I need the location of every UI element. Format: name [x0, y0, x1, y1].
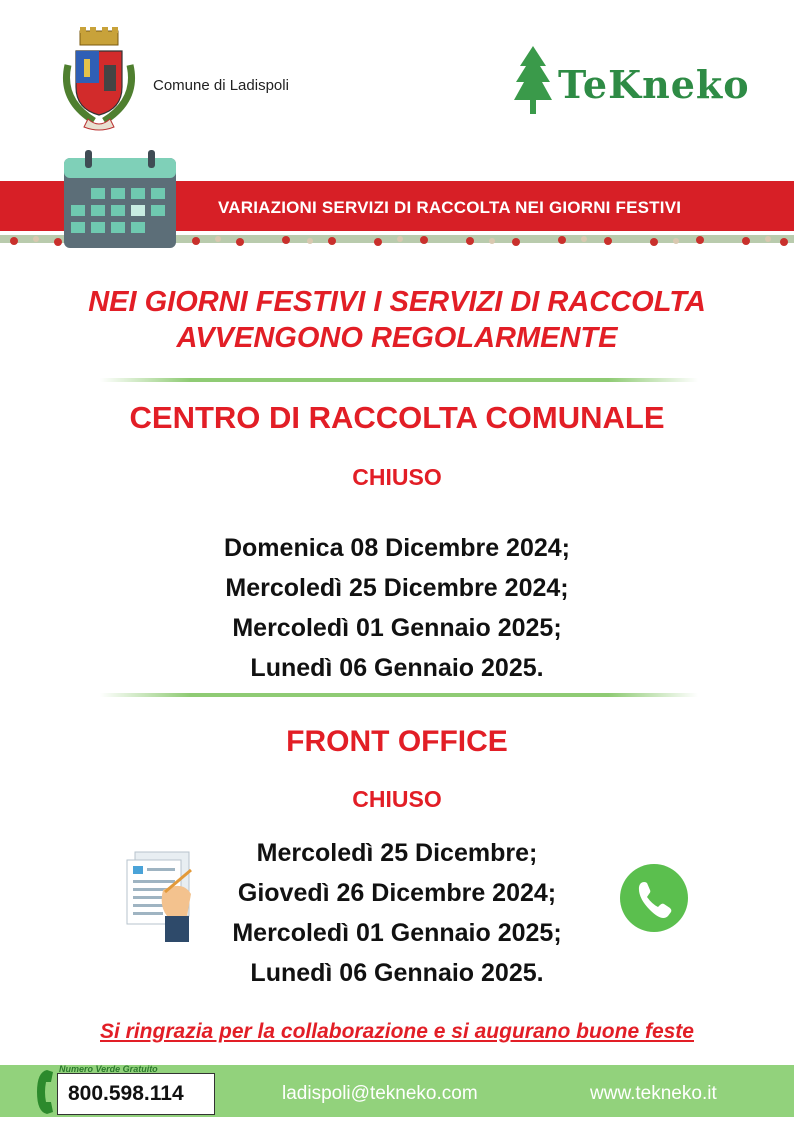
tree-logo-icon [512, 44, 554, 116]
telephone-handset-icon [33, 1068, 57, 1116]
headline-line: NEI GIORNI FESTIVI I SERVIZI DI RACCOLTA [88, 286, 706, 318]
date-item: Domenica 08 Dicembre 2024; [223, 534, 570, 562]
center-title: CENTRO DI RACCOLTA COMUNALE [129, 400, 665, 435]
date-item: Lunedì 06 Gennaio 2025. [250, 959, 544, 987]
tekneko-logo-text: TeKneko [558, 62, 750, 107]
date-item: Mercoledì 25 Dicembre 2024; [225, 574, 569, 602]
date-item: Mercoledì 25 Dicembre; [256, 839, 538, 867]
center-status: CHIUSO [352, 464, 442, 490]
date-item: Lunedì 06 Gennaio 2025. [250, 654, 544, 682]
banner-title: VARIAZIONI SERVIZI DI RACCOLTA NEI GIORNI FESTIVI [218, 198, 682, 217]
comune-label: Comune di Ladispoli [153, 77, 289, 94]
coat-of-arms-icon [58, 25, 140, 133]
center-dates [0, 528, 794, 688]
phone-icon [620, 864, 688, 932]
document-hand-icon [125, 850, 201, 944]
front-office-status: CHIUSO [352, 786, 442, 812]
date-item: Giovedì 26 Dicembre 2024; [237, 879, 557, 907]
headline [0, 284, 794, 356]
date-item: Mercoledì 01 Gennaio 2025; [232, 919, 562, 947]
phone-number[interactable]: 800.598.114 [68, 1082, 184, 1105]
website-link[interactable]: www.tekneko.it [590, 1083, 717, 1104]
divider [100, 693, 698, 697]
phone-button[interactable] [620, 864, 688, 932]
calendar-icon [61, 150, 179, 250]
front-office-title: FRONT OFFICE [286, 725, 508, 758]
date-item: Mercoledì 01 Gennaio 2025; [232, 614, 562, 642]
thanks-message: Si ringrazia per la collaborazione e si augurano buone feste [100, 1020, 694, 1043]
toll-free-label: Numero Verde Gratuito [59, 1064, 158, 1074]
divider [100, 378, 698, 382]
email-link[interactable]: ladispoli@tekneko.com [282, 1083, 478, 1104]
headline-line: AVVENGONO REGOLARMENTE [176, 322, 618, 354]
